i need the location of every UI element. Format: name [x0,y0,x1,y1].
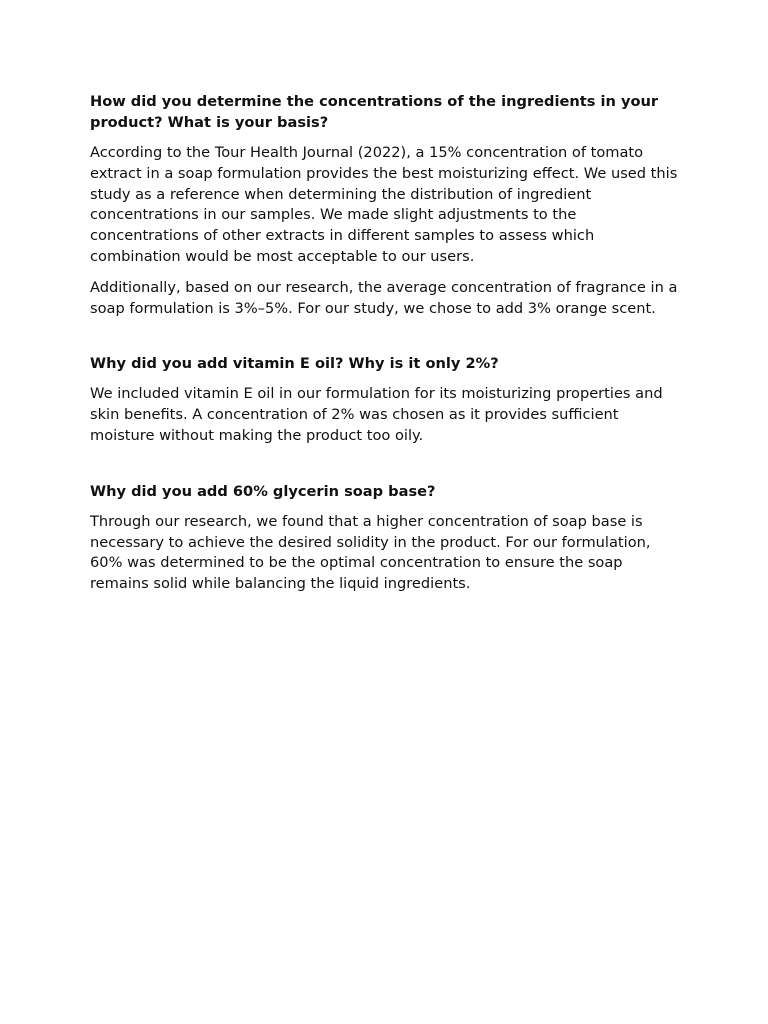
answer-paragraph: According to the Tour Health Journal (2022), a 15% concentration of tomato extract in a soap formulation provides the best moisturizing effect. We used this study as a reference when determining the distribution of ingredient concentrations in our samples. We made slight adjustments to the concentrations of other extracts in different samples to assess which combination would be most acceptable to our users. [90,144,678,265]
answer-paragraph: We included vitamin E oil in our formulation for its moisturizing properties and skin benefits. A concentration of 2% was chosen as it provides sufficient moisture without making the product too oily. [90,385,663,444]
faq-section-vitamin-e [90,353,685,446]
faq-section-soap-base [90,481,685,595]
question-heading: How did you determine the concentrations of the ingredients in your product? What is your basis? [90,93,659,131]
question-heading: Why did you add vitamin E oil? Why is it only 2%? [90,355,499,373]
document-page [90,91,685,595]
question-heading: Why did you add 60% glycerin soap base? [90,482,436,500]
answer-paragraph: Through our research, we found that a higher concentration of soap base is necessary to achieve the desired solidity in the product. For our formulation, 60% was determined to be the optimal concentration to ensure the soap remains solid while balancing the liquid ingredients. [90,512,651,593]
faq-section-concentrations [90,91,685,319]
answer-paragraph: Additionally, based on our research, the average concentration of fragrance in a soap formulation is 3%–5%. For our study, we chose to add 3% orange scent. [90,278,678,317]
